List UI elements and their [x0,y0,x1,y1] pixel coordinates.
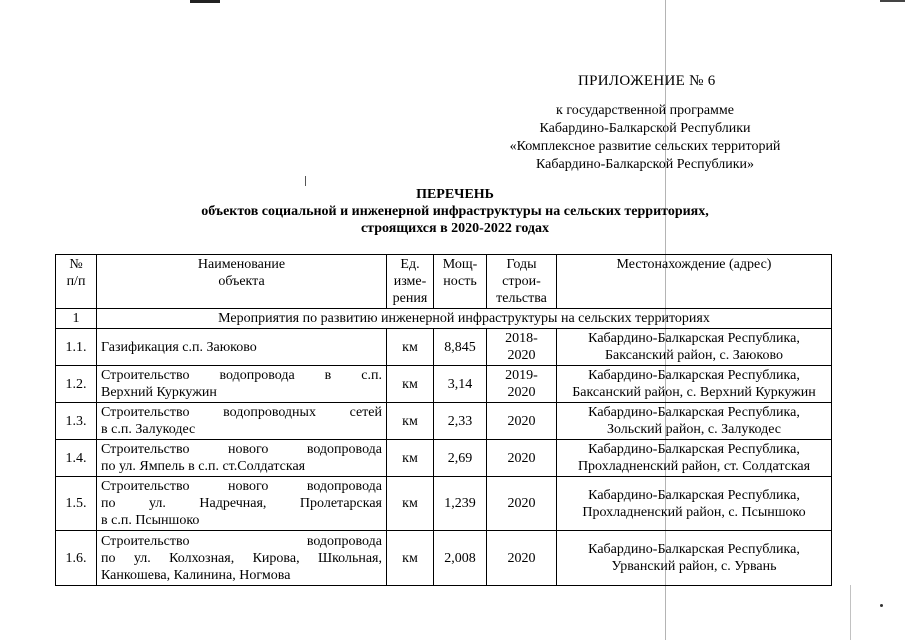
header-num: № п/п [56,255,97,309]
cell-line: 2020 [507,385,536,400]
cell-line: по ул. Ямпель в с.п. ст.Солдатская [101,459,306,474]
cell-line: Кабардино-Балкарская Республика, [588,368,800,383]
cell-line: 2018- [505,331,538,346]
cell-line: Зольский район, с. Залукодес [606,422,782,437]
appendix-title: ПРИЛОЖЕНИЕ № 6 [578,73,716,89]
table-row [56,477,832,531]
appendix-line: Кабардино-Балкарской Республики» [536,157,754,172]
cell-line: 2020 [507,550,536,566]
cell-years [487,531,557,586]
cell-unit: км [387,366,434,403]
scan-artifact [880,604,883,607]
cell-name [97,366,387,403]
cell-unit: км [387,531,434,586]
header-row [56,255,832,309]
table-row [56,403,832,440]
appendix-line: к государственной программе [556,103,734,118]
section-title: Мероприятия по развитию инженерной инфраструктуры на сельских территориях [97,309,832,329]
header-name: Наименование объекта [97,255,387,309]
cell-line: Кабардино-Балкарская Республика, [588,442,800,457]
table-row [56,329,832,366]
header-years: Годы строи- тельства [487,255,557,309]
document-subtitle-line: объектов социальной и инженерной инфраструктуры на сельских территориях, [201,204,709,219]
document-subtitle-line: строящихся в 2020-2022 годах [360,221,550,236]
cell-line: Верхний Куркужин [101,385,217,400]
cell-line: Прохладненский район, с. Псыншоко [582,504,806,520]
cell-capacity: 8,845 [434,329,487,366]
cell-num: 1.5. [56,477,97,531]
cell-line: 2020 [507,496,536,511]
cell-line: 2020 [507,450,536,466]
document-title-block [100,186,810,237]
cell-line: Кабардино-Балкарская Республика, [588,331,800,346]
cell-location [557,366,832,403]
cell-line: по ул. Колхозная, Кирова, Школьная, [101,550,382,566]
cell-capacity: 1,239 [434,477,487,531]
header-location: Местонахождение (адрес) [557,255,832,309]
cell-capacity: 2,69 [434,440,487,477]
cell-line: Строительство водопроводных сетей [101,405,382,420]
cell-unit: км [387,329,434,366]
cell-name [97,531,387,586]
cell-num: 1.3. [56,403,97,440]
cell-line: в с.п. Залукодес [101,422,196,437]
cell-name [97,477,387,531]
cell-line: Строительство водопровода [101,533,382,549]
cell-line: Баксанский район, с. Заюково [604,348,783,363]
cell-years [487,477,557,531]
header-unit: Ед. изме- рения [387,255,434,309]
scan-artifact [190,0,220,3]
table-row [56,531,832,586]
cell-line: Строительство нового водопровода [101,479,382,494]
cell-location [557,531,832,586]
table-row [56,366,832,403]
cell-line: 2020 [507,413,536,429]
appendix-subtitle [480,102,810,174]
cell-line: в с.п. Псыншоко [101,513,200,528]
cell-unit: км [387,403,434,440]
scan-artifact [880,0,905,2]
cell-location [557,403,832,440]
cell-num: 1.6. [56,531,97,586]
cell-name [97,329,387,366]
cell-capacity: 2,008 [434,531,487,586]
section-row [56,309,832,329]
scan-artifact [305,176,306,186]
header-capacity: Мощ- ность [434,255,487,309]
cell-num: 1.2. [56,366,97,403]
cell-line: Строительство нового водопровода [101,442,382,457]
section-num: 1 [56,309,97,329]
cell-years [487,440,557,477]
cell-line: Кабардино-Балкарская Республика, [588,405,800,420]
cell-years [487,366,557,403]
cell-years [487,403,557,440]
objects-table [55,254,832,586]
cell-line: Строительство водопровода в с.п. [101,368,382,383]
cell-years [487,329,557,366]
cell-num: 1.4. [56,440,97,477]
cell-location [557,477,832,531]
appendix-line: «Комплексное развитие сельских территорий [509,139,781,154]
cell-location [557,440,832,477]
cell-name [97,440,387,477]
cell-line: Газификация с.п. Заюково [101,339,257,355]
cell-location [557,329,832,366]
cell-name [97,403,387,440]
cell-line: Кабардино-Балкарская Республика, [588,487,800,503]
cell-line: Баксанский район, с. Верхний Куркужин [572,385,816,400]
cell-unit: км [387,477,434,531]
cell-line: Прохладненский район, ст. Солдатская [577,459,811,474]
cell-line: Кабардино-Балкарская Республика, [588,542,800,557]
document-title: ПЕРЕЧЕНЬ [416,187,494,202]
cell-line: Урванский район, с. Урвань [611,559,777,574]
table-row [56,440,832,477]
cell-num: 1.1. [56,329,97,366]
cell-unit: км [387,440,434,477]
cell-line: по ул. Надречная, Пролетарская [101,496,382,511]
cell-capacity: 3,14 [434,366,487,403]
cell-line: 2019- [505,368,538,383]
fold-line [850,585,851,640]
cell-capacity: 2,33 [434,403,487,440]
cell-line: Канкошева, Калинина, Ногмова [101,567,291,583]
appendix-line: Кабардино-Балкарской Республики [539,121,751,136]
cell-line: 2020 [507,348,536,363]
